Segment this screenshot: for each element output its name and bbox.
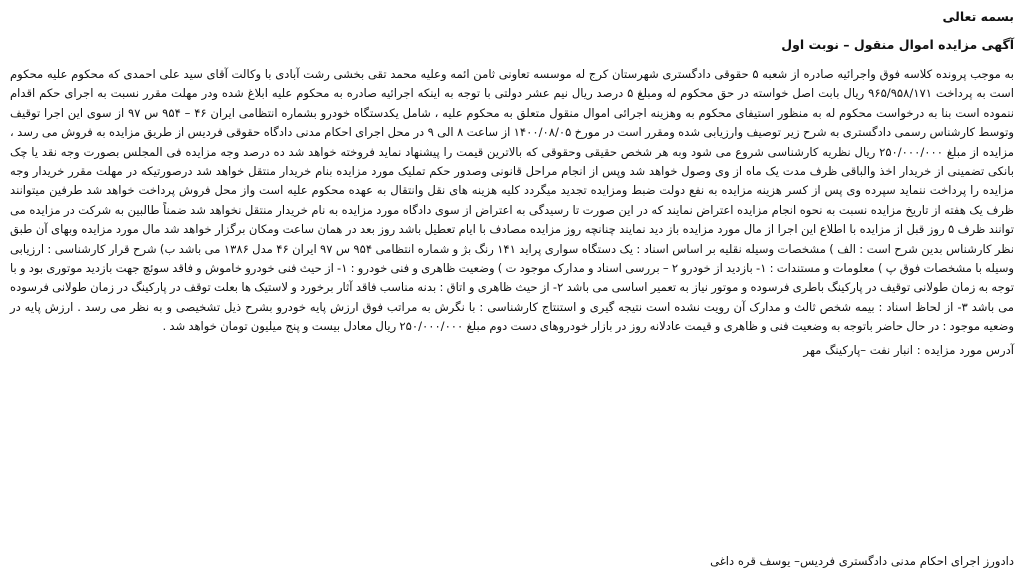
document-title: بسمه تعالی bbox=[942, 9, 1014, 24]
notice-paragraph: به موجب پرونده کلاسه فوق واجرائیه صادره از شعبه ۵ حقوقی دادگستری شهرستان کرج له موسسه تعاونی ثامن ائمه وعلیه محمد تقی بخشی رشت آبادی با وکالت آقای سید علی احمدی که محکوم علیه محکوم است به پرداخت ۹۶۵/۹۵۸/۱۷۱ ریال بابت اصل خواسته در حق محکوم له ومبلغ ۵ درصد ریال نیم عشر دولتی با توجه به اینکه اجرائیه صادره به محکوم علیه ابلاغ شده ودر مهلت مقرر نسبت به اجرای حکم اقدام ننموده است بنا به درخواست محکوم له به منظور استیفای محکوم به وهزینه اجرائی اموال منقول متعلق به محکوم علیه ، شامل یکدستگاه خودرو بشماره انتظامی ایران ۴۶ – ۹۵۴ س ۹۷ از سوی این اجرا توقیف وتوسط کارشناس رسمی دادگستری به شرح زیر توصیف وارزیابی شده ومقرر است در مورخ ۱۴۰۰/۰۸/۰۵ از ساعت ۸ الی ۹ در محل اجرای احکام مدنی دادگاه حقوقی فردیس از طریق مزایده به فروش می رسد ، مزایده از مبلغ ۲۵۰/۰۰۰/۰۰۰ ریال نظریه کارشناسی شروع می شود وبه هر شخص حقیقی وحقوقی که بالاترین قیمت را پیشنهاد نماید فروخته خواهد شد ده درصد وجه مزایده فی المجلس بصورت وجه نقد یا چک بانکی تضمینی از خریدار اخذ والباقی ظرف مدت یک ماه از وی وصول خواهد شد وپس از انجام مراحل قانونی وصدور حکم تملیک مورد مزایده بنام خریدار منتقل خواهد شد درصورتیکه در مهلت مقرر خریدار وجه مزایده را پرداخت ننماید سپرده وی پس از کسر هزینه مزایده به نفع دولت ضبط ومزایده تجدید میگردد کلیه هزینه های نقل وانتقال به عهده محکوم علیه است واز محل فروش پرداخت خواهد شد طرفین میتوانند ظرف یک هفته از تاریخ مزایده نسبت به نحوه انجام مزایده اعتراض نمایند که در این صورت تا رسیدگی به اعتراض از سوی دادگاه مورد مزایده به نام خریدار منتقل نخواهد شد ضمناً طالبین به شرکت در مزایده می توانند ظرف ۵ روز قبل از مزایده با اطلاع این اجرا از مال مورد مزایده باز دید نمایند چنانچه روز مزایده مصادف با ایام تعطیل باشد روز بعد در همان ساعت ومکان برگزار خواهد شد مال مورد مزایده وبهای آن طبق نظر کارشناس بدین شرح است : الف ) مشخصات وسیله نقلیه بر اساس اسناد : یک دستگاه سواری پراید ۱۴۱ رنگ بژ و شماره انتظامی ۹۵۴ س ۹۷ ایران ۴۶ مدل ۱۳۸۶ می باشد ب) شرح قرار کارشناسی : ارزیابی وسیله با مشخصات فوق پ ) معلومات و مستندات : ۱- بازدید از خودرو ۲ – بررسی اسناد و مدارک موجود ت ) وضعیت ظاهری و فنی خودرو : ۱- از حیث فنی خودرو خاموش و فاقد سوئچ جهت بازدید موتوری بود و با توجه به زمان طولانی توقیف در پارکینگ باطری فرسوده و موتور نیاز به تعمیر اساسی می باشد ۲- از حیث ظاهری و اتاق : بدنه مناسب فاقد آثار برخورد و لاستیک ها بعلت توقف در پارکینگ در زمان طولانی فرسوده می باشد ۳- از لحاظ اسناد : بیمه شخص ثالث و مدارک آن رویت نشده است نتیجه گیری و استنتاج کارشناسی : با نگرش به مراتب فوق ارزش پایه خودرو بشرح ذیل تشخیصی و به نظر می رسد . ارزش پایه در وضعیه موجود : در حال حاضر باتوجه به وضعیت فنی و ظاهری و قیمت عادلانه روز در بازار خودروهای دست دوم مبلغ ۲۵۰/۰۰۰/۰۰۰ ریال معادل بیست و پنج میلیون تومان خواهد شد . bbox=[10, 67, 1015, 334]
notice-title: آگهی مزایده اموال منقول – نوبت اول bbox=[781, 37, 1014, 52]
notice-body bbox=[10, 65, 1014, 337]
signature-line: دادورز اجرای احکام مدنی دادگستری فردیس– یوسف قره داغی bbox=[710, 554, 1014, 568]
auction-address: آدرس مورد مزایده : انبار نفت –پارکینگ مهر bbox=[803, 342, 1014, 357]
